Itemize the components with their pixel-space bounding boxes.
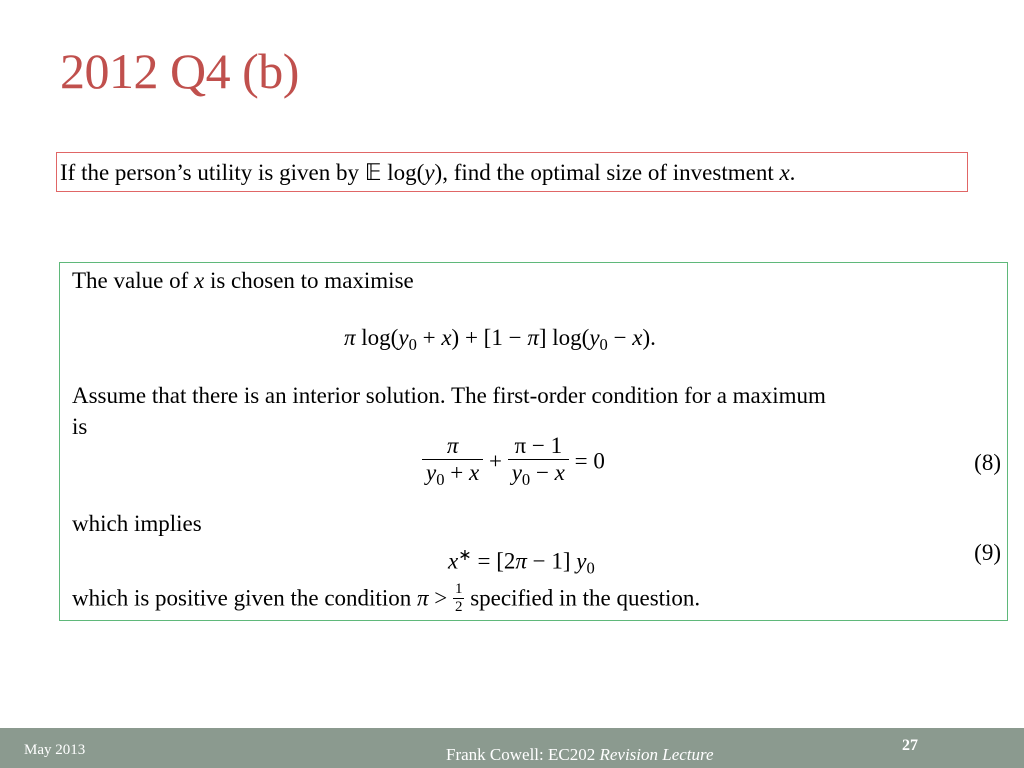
var-x: x — [448, 548, 459, 574]
var-x: x — [441, 325, 452, 350]
equation-number-9: (9) — [974, 540, 1001, 565]
final-text-a: which is positive given the condition — [72, 585, 417, 611]
half-denominator: 2 — [454, 599, 463, 615]
footer-bar — [0, 728, 1024, 768]
intro-text-b: is chosen to maximise — [204, 268, 414, 293]
var-x: x — [779, 160, 790, 185]
footer-date: May 2013 — [24, 742, 86, 758]
bracket-text: ) + [1 − — [451, 325, 528, 350]
greater-than: > — [428, 585, 453, 611]
is-text: is — [72, 414, 88, 439]
question-box — [56, 152, 968, 192]
half-numerator: 1 — [454, 581, 463, 597]
log-text: ] log( — [538, 325, 590, 350]
var-x: x — [193, 268, 205, 293]
assume-text: Assume that there is an interior solution. The first-order condition for a maximum — [72, 383, 826, 408]
equation-8 — [422, 433, 605, 490]
subscript-0: 0 — [408, 334, 417, 354]
subscript-0: 0 — [599, 334, 608, 354]
var-y: y — [398, 325, 409, 350]
footer-lecture-title: Revision Lecture — [599, 745, 714, 764]
fraction-2 — [508, 433, 569, 490]
pi-symbol: π — [416, 585, 429, 611]
subscript-0: 0 — [586, 558, 595, 578]
footer-author-text: Frank Cowell: EC202 — [446, 745, 600, 764]
fraction-2-denominator — [508, 459, 569, 490]
half-fraction — [453, 581, 465, 616]
var-y: y — [424, 160, 435, 185]
fraction-1-denominator — [422, 459, 483, 490]
minus-sign: − — [530, 460, 555, 485]
fraction-1 — [422, 433, 483, 490]
which-implies-text: which implies — [72, 511, 202, 536]
pi-symbol: π — [515, 548, 527, 574]
final-text-b: specified in the question. — [464, 585, 701, 611]
fraction-2-numerator: π − 1 — [514, 433, 563, 458]
period: . — [789, 160, 796, 185]
log-text: log( — [381, 160, 425, 185]
equation-number-8: (8) — [974, 450, 1001, 475]
subscript-0: 0 — [521, 469, 531, 489]
final-line — [72, 581, 700, 616]
var-x: x — [468, 460, 480, 485]
intro-text-a: The value of — [72, 268, 194, 293]
expectation-symbol: 𝔼 — [364, 160, 382, 185]
plus-sign: + — [488, 448, 502, 474]
fraction-1-numerator: π — [446, 433, 459, 458]
equals-zero: = 0 — [574, 448, 605, 474]
subscript-0: 0 — [436, 469, 445, 489]
page-number: 27 — [902, 737, 918, 754]
minus-sign: − — [607, 325, 633, 350]
pi-symbol: π — [527, 325, 539, 350]
var-x: x — [632, 325, 643, 350]
var-y: y — [576, 548, 587, 574]
question-text-2: ), find the optimal size of investment — [434, 160, 780, 185]
footer-author — [446, 745, 714, 765]
var-y: y — [511, 460, 522, 485]
answer-intro — [72, 267, 414, 295]
close-bracket: ). — [642, 325, 656, 350]
minus-one-text: − 1] — [526, 548, 577, 574]
var-y: y — [426, 460, 437, 485]
pi-symbol: π — [344, 325, 356, 350]
log-text: log( — [355, 325, 399, 350]
equation-9 — [448, 542, 595, 583]
maximise-equation — [344, 324, 656, 359]
star-superscript: ∗ — [458, 547, 472, 564]
var-y: y — [589, 325, 600, 350]
answer-box — [59, 262, 1008, 621]
equals-text: = [2 — [471, 548, 516, 574]
var-x: x — [554, 460, 565, 485]
question-text: If the person’s utility is given by — [60, 160, 365, 185]
slide-title: 2012 Q4 (b) — [60, 43, 299, 99]
plus-sign: + — [444, 460, 469, 485]
plus-sign: + — [416, 325, 442, 350]
